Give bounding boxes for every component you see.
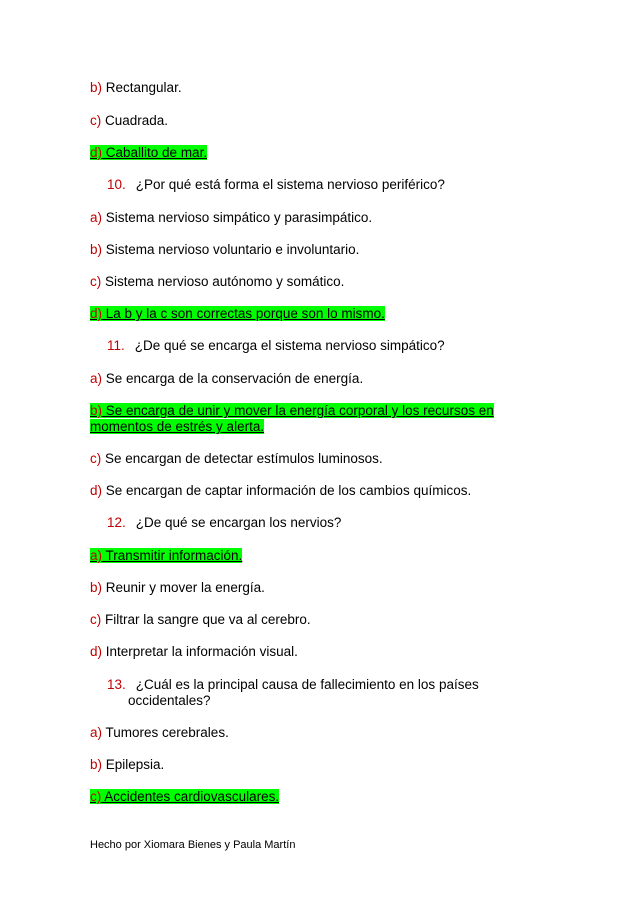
- answer-content: [90, 451, 383, 466]
- answer-text: Reunir y mover la energía.: [102, 580, 265, 595]
- answer-text: Accidentes cardiovasculares.: [101, 789, 280, 804]
- question-line: [107, 515, 341, 531]
- answer-text: Filtrar la sangre que va al cerebro.: [101, 612, 311, 627]
- answer-option: [90, 757, 164, 773]
- answer-option: [90, 113, 168, 129]
- answer-text: Interpretar la información visual.: [102, 644, 298, 659]
- answer-content: [90, 210, 372, 225]
- answer-letter: d): [90, 145, 103, 160]
- question-text: ¿De qué se encarga el sistema nervioso simpático?: [134, 338, 445, 353]
- answer-content: [90, 80, 182, 95]
- answer-option: [90, 80, 182, 96]
- answer-option: [90, 210, 372, 226]
- answer-content: [90, 483, 471, 498]
- answer-letter: a): [90, 548, 103, 563]
- question-text: ¿Por qué está forma el sistema nervioso periférico?: [135, 177, 445, 192]
- question-text: occidentales?: [128, 693, 211, 708]
- page-footer: Hecho por Xiomara Bienes y Paula Martín: [90, 839, 296, 851]
- answer-letter: b): [90, 403, 103, 418]
- correct-answer-highlight: [90, 548, 242, 563]
- answer-content: [90, 242, 359, 257]
- question-number: 10.: [107, 177, 126, 192]
- answer-text: Sistema nervioso voluntario e involuntario.: [102, 242, 360, 257]
- answer-letter: d): [90, 644, 103, 659]
- answer-text: Se encarga de unir y mover la energía corporal y los recursos en: [102, 403, 494, 418]
- answer-text: Tumores cerebrales.: [102, 725, 229, 740]
- question-number: 13.: [107, 677, 126, 692]
- answer-text: Epilepsia.: [102, 757, 165, 772]
- question-continuation: [128, 693, 211, 709]
- answer-content: [90, 612, 311, 627]
- answer-content: [90, 113, 168, 128]
- answer-letter: c): [90, 451, 102, 466]
- answer-letter: d): [90, 483, 103, 498]
- correct-answer-highlight: [90, 145, 207, 160]
- answer-text: Cuadrada.: [101, 113, 169, 128]
- answer-letter: b): [90, 80, 103, 95]
- answer-option: [90, 145, 207, 161]
- answer-option: [90, 789, 279, 805]
- answer-option: [90, 403, 494, 419]
- answer-letter: c): [90, 274, 102, 289]
- answer-option: [90, 242, 359, 258]
- answer-text: Sistema nervioso simpático y parasimpático.: [102, 210, 373, 225]
- answer-content: [90, 580, 265, 595]
- question-number: 12.: [107, 515, 126, 530]
- correct-answer-highlight: [90, 403, 494, 418]
- answer-continuation: [90, 419, 264, 435]
- question-line: [107, 177, 445, 193]
- answer-letter: b): [90, 580, 103, 595]
- answer-text: Se encargan de detectar estímulos luminosos.: [101, 451, 383, 466]
- answer-option: [90, 580, 265, 596]
- answer-letter: a): [90, 371, 103, 386]
- question-text: ¿Cuál es la principal causa de fallecimiento en los países: [135, 677, 479, 692]
- answer-option: [90, 725, 229, 741]
- answer-content: [90, 274, 344, 289]
- answer-letter: b): [90, 757, 103, 772]
- answer-option: [90, 451, 383, 467]
- answer-option: [90, 371, 363, 387]
- answer-letter: c): [90, 612, 102, 627]
- correct-answer-highlight: [90, 306, 385, 321]
- answer-text: Rectangular.: [102, 80, 182, 95]
- answer-letter: a): [90, 210, 103, 225]
- answer-text: Transmitir información.: [102, 548, 243, 563]
- question-line: [107, 677, 479, 693]
- answer-text: Sistema nervioso autónomo y somático.: [101, 274, 345, 289]
- answer-letter: c): [90, 789, 102, 804]
- answer-text: momentos de estrés y alerta.: [90, 419, 265, 434]
- answer-text: La b y la c son correctas porque son lo mismo.: [102, 306, 385, 321]
- question-line: [107, 338, 445, 354]
- answer-option: [90, 306, 385, 322]
- answer-content: [90, 371, 363, 386]
- answer-content: [90, 644, 298, 659]
- answer-option: [90, 548, 242, 564]
- answer-text: Se encarga de la conservación de energía.: [102, 371, 364, 386]
- correct-answer-highlight: [90, 789, 279, 804]
- answer-content: [90, 725, 229, 740]
- question-text: ¿De qué se encargan los nervios?: [135, 515, 342, 530]
- answer-letter: d): [90, 306, 103, 321]
- answer-letter: c): [90, 113, 102, 128]
- correct-answer-highlight: [90, 419, 264, 434]
- answer-content: [90, 757, 164, 772]
- answer-text: Caballito de mar.: [102, 145, 208, 160]
- answer-letter: a): [90, 725, 103, 740]
- question-number: 11.: [107, 338, 125, 353]
- answer-option: [90, 644, 298, 660]
- answer-text: Se encargan de captar información de los cambios químicos.: [102, 483, 472, 498]
- answer-option: [90, 274, 344, 290]
- answer-letter: b): [90, 242, 103, 257]
- answer-option: [90, 612, 311, 628]
- answer-option: [90, 483, 471, 499]
